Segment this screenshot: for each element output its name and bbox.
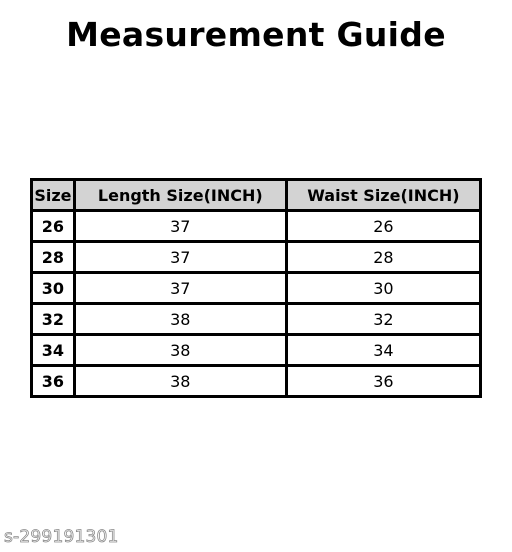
cell-waist: 26: [286, 211, 480, 242]
cell-length: 37: [74, 242, 286, 273]
cell-waist: 32: [286, 304, 480, 335]
cell-size: 32: [32, 304, 75, 335]
table-row: [32, 335, 481, 366]
cell-waist: 28: [286, 242, 480, 273]
header-size: Size: [32, 180, 75, 211]
cell-length: 37: [74, 211, 286, 242]
table-row: [32, 211, 481, 242]
header-length-size: Length Size(INCH): [74, 180, 286, 211]
watermark-id: s-299191301: [4, 527, 119, 547]
cell-length: 38: [74, 335, 286, 366]
cell-waist: 30: [286, 273, 480, 304]
cell-length: 38: [74, 366, 286, 397]
cell-waist: 34: [286, 335, 480, 366]
cell-length: 38: [74, 304, 286, 335]
cell-size: 36: [32, 366, 75, 397]
cell-size: 30: [32, 273, 75, 304]
table-row: [32, 304, 481, 335]
table-row: [32, 366, 481, 397]
page-title: Measurement Guide: [66, 15, 446, 54]
table-header-row: [32, 180, 481, 211]
cell-size: 28: [32, 242, 75, 273]
cell-size: 26: [32, 211, 75, 242]
table-row: [32, 242, 481, 273]
table-row: [32, 273, 481, 304]
cell-length: 37: [74, 273, 286, 304]
cell-size: 34: [32, 335, 75, 366]
cell-waist: 36: [286, 366, 480, 397]
header-waist-size: Waist Size(INCH): [286, 180, 480, 211]
measurement-table: [30, 178, 482, 398]
